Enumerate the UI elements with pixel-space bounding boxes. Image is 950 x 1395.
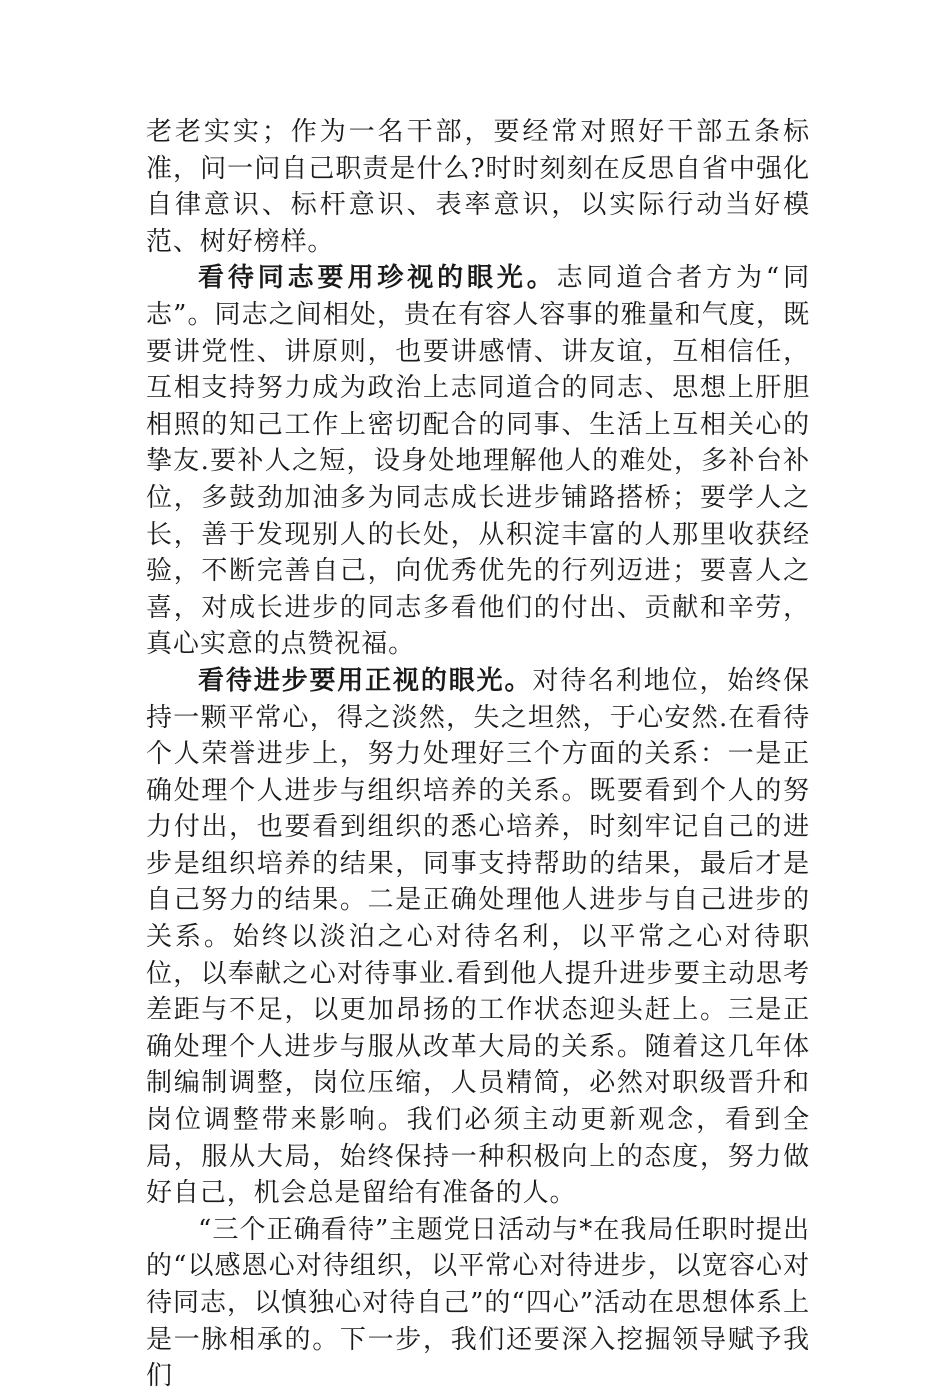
document-page — [146, 114, 810, 1395]
paragraph-comrades — [146, 260, 810, 663]
paragraph-summary — [146, 1212, 810, 1395]
paragraph-text: 志同道合者方为“同志”。同志之间相处，贵在有容人容事的雅量和气度，既要讲党性、讲原则，也要讲感情、讲友谊，互相信任，互相支持努力成为政治上志同道合的同志、思想上肝胆相照的知己工作上密切配合的同事、生活上互相关心的挚友.要补人之短，设身处地理解他人的难处，多补台补位，多鼓劲加油多为同志成长进步铺路搭桥；要学人之长，善于发现别人的长处，从积淀丰富的人那里收获经验，不断完善自己，向优秀优先的行列迈进；要喜人之喜，对成长进步的同志多看他们的付出、贡献和辛劳，真心实意的点赞祝福。 — [146, 263, 810, 660]
paragraph-continuation — [146, 114, 810, 260]
paragraph-text: 对待名利地位，始终保持一颗平常心，得之淡然，失之坦然，于心安然.在看待个人荣誉进步上，努力处理好三个方面的关系：一是正确处理个人进步与组织培养的关系。既要看到个人的努力付出，也要看到组织的悉心培养，时刻牢记自己的进步是组织培养的结果，同事支持帮助的结果，最后才是自己努力的结果。二是正确处理他人进步与自己进步的关系。始终以淡泊之心对待名利，以平常之心对待职位，以奉献之心对待事业.看到他人提升进步要主动思考差距与不足，以更加昂扬的工作状态迎头赶上。三是正确处理个人进步与服从改革大局的关系。随着这几年体制编制调整，岗位压缩，人员精简，必然对职级晋升和岗位调整带来影响。我们必须主动更新观念，看到全局，服从大局，始终保持一种积极向上的态度，努力做好自己，机会总是留给有准备的人。 — [146, 665, 810, 1209]
paragraph-text: “三个正确看待”主题党日活动与*在我局任职时提出的“以感恩心对待组织，以平常心对待进步，以宽容心对待同志，以慎独心对待自己”的“四心”活动在思想体系上是一脉相承的。下一步，我们还要深入挖掘领导赋予我们 — [146, 1214, 810, 1392]
paragraph-heading: 看待同志要用珍视的眼光。 — [198, 263, 557, 294]
paragraph-text: 老老实实；作为一名干部，要经常对照好干部五条标准，问一问自己职责是什么?时时刻刻在反思自省中强化自律意识、标杆意识、表率意识，以实际行动当好模范、树好榜样。 — [146, 117, 810, 257]
paragraph-progress — [146, 663, 810, 1212]
paragraph-heading: 看待进步要用正视的眼光。 — [198, 665, 533, 696]
